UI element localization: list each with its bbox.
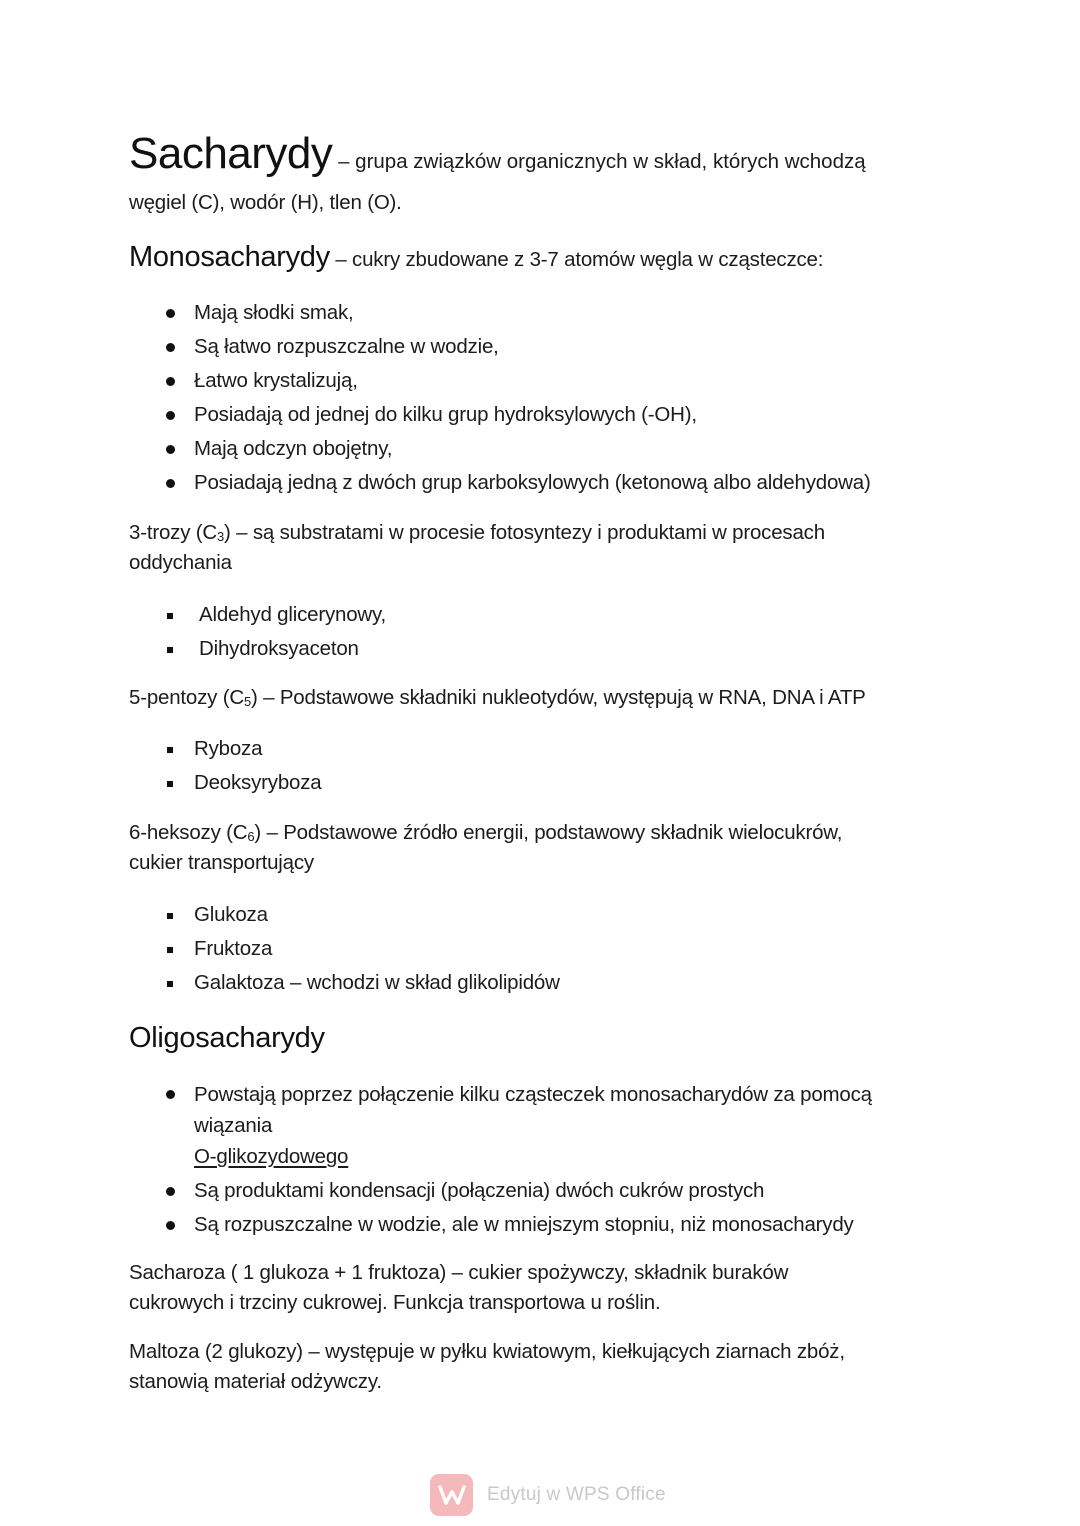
section-heading-oligosacharydy: Oligosacharydy [129, 1022, 325, 1054]
bullet-dot-icon [166, 1221, 175, 1230]
monosacharydy-properties-list [160, 296, 950, 500]
list-item: Deoksyryboza [160, 766, 950, 800]
list-item: Posiadają od jednej do kilku grup hydroksylowych (-OH), [160, 398, 950, 432]
bullet-square-icon [167, 747, 173, 753]
underlined-term: O-glikozydowego [194, 1145, 349, 1168]
triozy-subscript: 3 [216, 529, 225, 544]
bullet-square-icon [167, 781, 173, 787]
page-title: Sacharydy [129, 129, 333, 178]
maltoza-paragraph: Maltoza (2 glukozy) – występuje w pyłku kwiatowym, kiełkujących ziarnach zbóż, stanowią materiał odżywczy. [129, 1340, 845, 1393]
list-item: Aldehyd glicerynowy, [160, 598, 950, 632]
bullet-dot-icon [166, 445, 175, 454]
list-item: Dihydroksyaceton [160, 632, 950, 666]
bullet-square-icon [167, 613, 173, 619]
list-item: Są łatwo rozpuszczalne w wodzie, [160, 330, 950, 364]
title-definition: – grupa związków organicznych w skład, których wchodzą [332, 150, 866, 173]
heksozy-list [160, 898, 950, 1000]
edit-in-wps-button[interactable] [430, 1474, 666, 1516]
list-item: Powstają poprzez połączenie kilku cząsteczek monosacharydów za pomocą wiązania O-glikozydowego [160, 1078, 950, 1174]
triozy-name: 3-trozy (C [129, 521, 217, 544]
list-item: Fruktoza [160, 932, 950, 966]
bullet-square-icon [167, 947, 173, 953]
bullet-dot-icon [166, 1187, 175, 1196]
wps-logo-icon [430, 1474, 473, 1516]
title-line [129, 128, 866, 180]
bullet-dot-icon [166, 343, 175, 352]
triozy-paragraph: 3-trozy $(C_3)$ – są substratami w procesie fotosyntezy i produktami w procesach oddychania [129, 521, 825, 574]
list-item: Są rozpuszczalne w wodzie, ale w mniejszym stopniu, niż monosacharydy [160, 1208, 950, 1242]
oligosacharydy-heading-line [129, 1018, 949, 1061]
bullet-dot-icon [166, 377, 175, 386]
list-item: Posiadają jedną z dwóch grup karboksylowych (ketonową albo aldehydowa) [160, 466, 950, 500]
heksozy-paragraph: 6-heksozy $(C_6)$ – Podstawowe źródło energii, podstawowy składnik wielocukrów, cukier transportujący [129, 821, 843, 874]
sacharoza-paragraph: Sacharoza ( 1 glukoza + 1 fruktoza) – cukier spożywczy, składnik buraków cukrowych i trzciny cukrowej. Funkcja transportowa u roślin. [129, 1261, 789, 1314]
pentozy-subscript: 5 [243, 694, 251, 709]
bullet-dot-icon [166, 309, 175, 318]
bullet-square-icon [167, 913, 173, 919]
list-item: Łatwo krystalizują, [160, 364, 950, 398]
pentozy-paragraph: 5-pentozy $(C_5)$ – Podstawowe składniki nukleotydów, występują w RNA, DNA i ATP [129, 686, 866, 709]
list-item: Galaktoza – wchodzi w skład glikolipidów [160, 966, 950, 1000]
pentozy-list [160, 732, 950, 800]
list-item: Glukoza [160, 898, 950, 932]
pentozy-name: 5-pentozy (C [129, 686, 244, 709]
triozy-list [160, 598, 950, 666]
wps-label: Edytuj w WPS Office [487, 1484, 666, 1505]
list-item: Ryboza [160, 732, 950, 766]
oligosacharydy-list [160, 1078, 950, 1242]
monosacharydy-line [129, 238, 949, 279]
bullet-dot-icon [166, 479, 175, 488]
bullet-dot-icon [166, 411, 175, 420]
list-item: Mają odczyn obojętny, [160, 432, 950, 466]
bullet-square-icon [167, 981, 173, 987]
bullet-square-icon [167, 647, 173, 653]
title-definition-continued: węgiel (C), wodór (H), tlen (O). [129, 191, 402, 214]
heksozy-name: 6-heksozy (C [129, 821, 248, 844]
monosacharydy-definition: – cukry zbudowane z 3-7 atomów węgla w cząsteczce: [329, 248, 824, 271]
bullet-dot-icon [166, 1090, 175, 1099]
section-heading-monosacharydy: Monosacharydy [129, 241, 330, 273]
list-item: Są produktami kondensacji (połączenia) dwóch cukrów prostych [160, 1174, 950, 1208]
list-item: Mają słodki smak, [160, 296, 950, 330]
heksozy-subscript: 6 [247, 829, 255, 844]
